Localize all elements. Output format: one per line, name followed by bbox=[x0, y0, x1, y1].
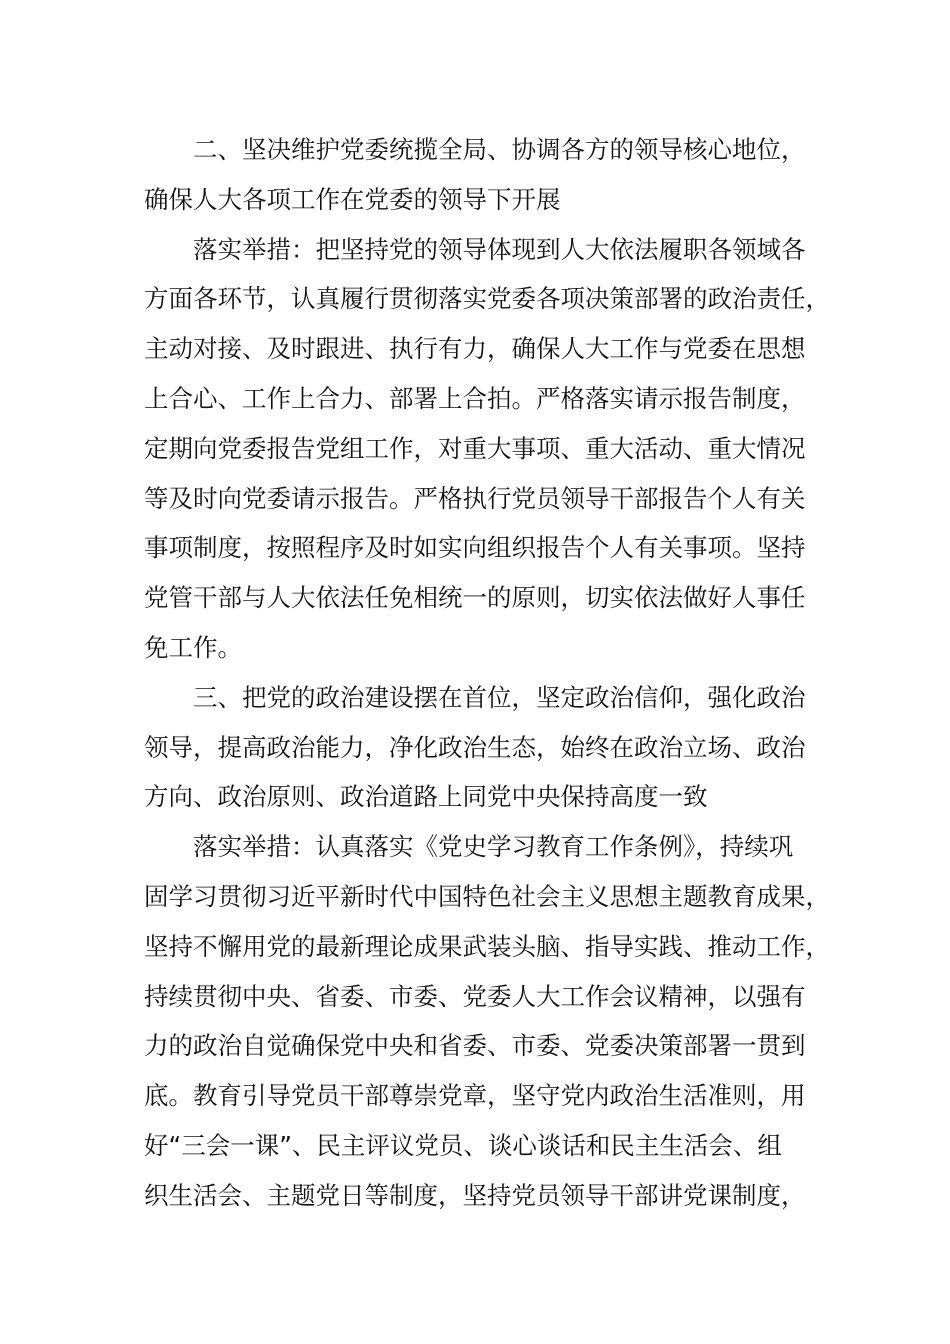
paragraph-line: 方面各环节，认真履行贯彻落实党委各项决策部署的政治责任， bbox=[144, 284, 830, 314]
paragraph-line: 主动对接、及时跟进、执行有力，确保人大工作与党委在思想 bbox=[144, 334, 806, 364]
paragraph-line: 定期向党委报告党组工作，对重大事项、重大活动、重大情况 bbox=[144, 433, 806, 463]
paragraph-line: 上合心、工作上合力、部署上合拍。严格落实请示报告制度， bbox=[144, 383, 806, 413]
paragraph-line: 持续贯彻中央、省委、市委、党委人大工作会议精神，以强有 bbox=[144, 981, 806, 1011]
heading-section-two: 二、坚决维护党委统揽全局、协调各方的领导核心地位， bbox=[193, 135, 806, 164]
paragraph-line: 织生活会、主题党日等制度，坚持党员领导干部讲党课制度， bbox=[144, 1180, 806, 1210]
heading-section-two-cont: 确保人大各项工作在党委的领导下开展 bbox=[144, 184, 561, 214]
paragraph-line: 事项制度，按照程序及时如实向组织报告个人有关事项。坚持 bbox=[144, 533, 806, 563]
paragraph-line: 坚持不懈用党的最新理论成果武装头脑、指导实践、推动工作， bbox=[144, 931, 830, 961]
heading-section-three-cont: 方向、政治原则、政治道路上同党中央保持高度一致 bbox=[144, 782, 708, 812]
paragraph-line: 党管干部与人大依法任免相统一的原则，切实依法做好人事任 bbox=[144, 583, 806, 613]
paragraph-line: 落实举措：把坚持党的领导体现到人大依法履职各领域各 bbox=[193, 234, 806, 264]
paragraph-line: 固学习贯彻习近平新时代中国特色社会主义思想主题教育成果， bbox=[144, 881, 830, 911]
paragraph-line: 免工作。 bbox=[144, 632, 242, 662]
paragraph-line: 等及时向党委请示报告。严格执行党员领导干部报告个人有关 bbox=[144, 483, 806, 513]
heading-section-three: 三、把党的政治建设摆在首位，坚定政治信仰，强化政治 bbox=[193, 682, 806, 712]
paragraph-line: 落实举措：认真落实《党史学习教育工作条例》，持续巩 bbox=[193, 832, 794, 862]
heading-section-three-cont: 领导，提高政治能力，净化政治生态，始终在政治立场、政治 bbox=[144, 732, 806, 762]
paragraph-line: 底。教育引导党员干部尊崇党章，坚守党内政治生活准则，用 bbox=[144, 1081, 806, 1111]
document-body bbox=[144, 125, 830, 1221]
paragraph-line: 好“三会一课”、民主评议党员、谈心谈话和民主生活会、组 bbox=[144, 1130, 782, 1160]
paragraph-line: 力的政治自觉确保党中央和省委、市委、党委决策部署一贯到 bbox=[144, 1031, 806, 1061]
